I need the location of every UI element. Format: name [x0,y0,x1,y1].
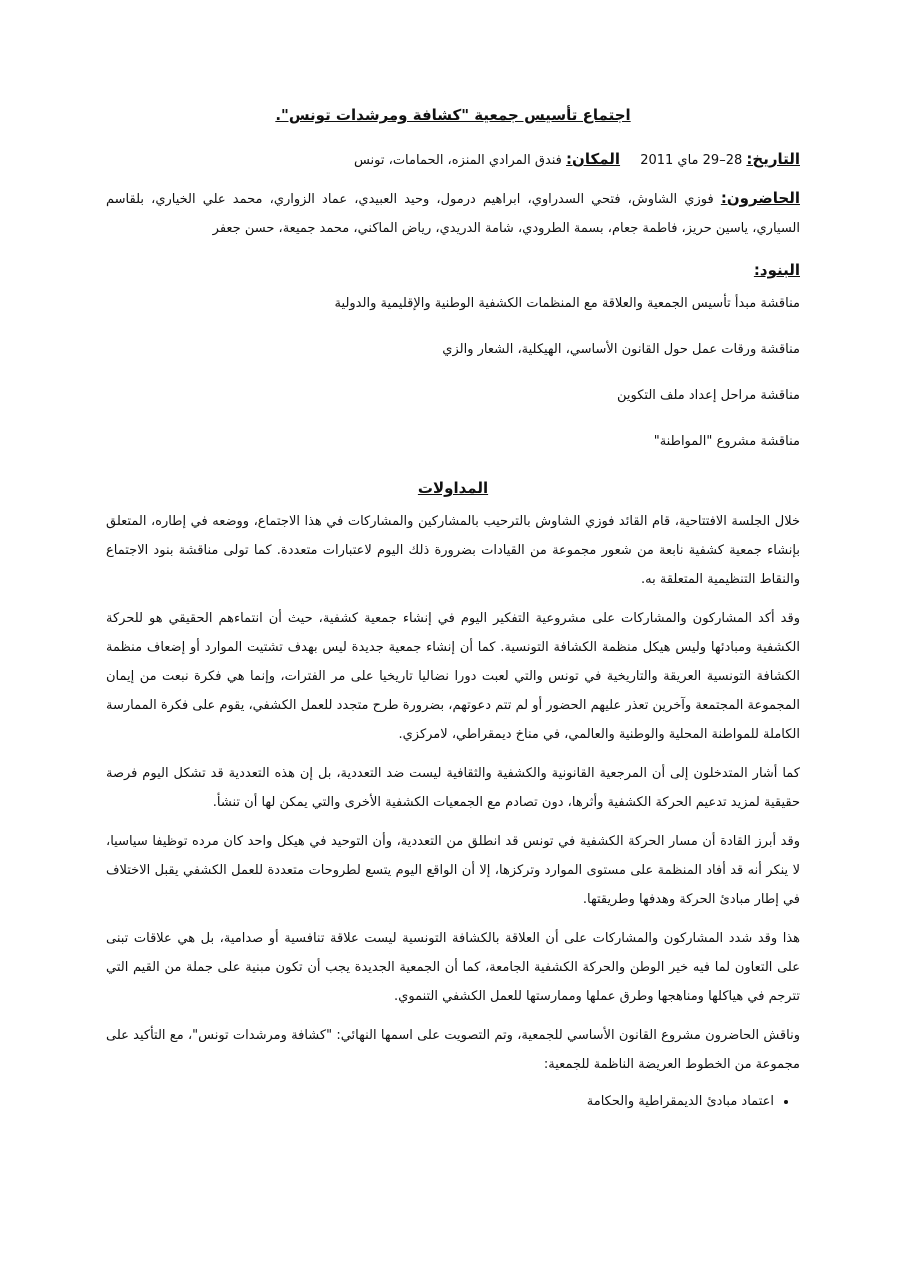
attendees-label: الحاضرون: [720,189,800,207]
place-value: فندق المرادي المنزه، الحمامات، تونس [353,153,562,168]
attendees-paragraph [106,184,800,243]
date-label: التاريخ: [746,150,800,168]
date-place-line [106,146,800,174]
agenda-item: مناقشة مشروع "المواطنة" [653,434,800,449]
principles-list [106,1089,800,1115]
principle-item: • اعتماد مبادئ الديمقراطية والحكامة [106,1089,774,1115]
document-title: اجتماع تأسيس جمعية "كشافة ومرشدات تونس". [275,106,631,124]
agenda-item: مناقشة مبدأ تأسيس الجمعية والعلاقة مع المنظمات الكشفية الوطنية والإقليمية والدولية [334,296,800,311]
deliberation-paragraph: وقد أكد المشاركون والمشاركات على مشروعية التفكير اليوم في إنشاء جمعية كشفية، حيث أن انتماءهم الحقيقي هو للحركة الكشفية ومبادئها وليس هيكل منظمة الكشافة التونسية. كما أن إنشاء جمعية جديدة ليس بهدف تشتيت الموارد أو إضعاف منظمة الكشافة التونسية العريقة والتاريخية في تونس والتي لعبت دورا نضاليا تاريخيا على مر الفترات، وإنما هي فكرة نبعت من إيمان المجموعة المجتمعة وآخرين تعذر عليهم الحضور أو لم تتم دعوتهم، بضرورة طرح متجدد للعمل الكشفي، يقوم على فكرة الممارسة الكاملة للمواطنة المحلية والوطنية والعالمي، في مناخ ديمقراطي، لامركزي. [106,611,800,742]
date-value: 28–29 ماي 2011 [640,153,743,168]
place-label: المكان: [566,150,621,168]
agenda-heading: البنود: [753,261,800,279]
deliberation-paragraph: كما أشار المتدخلون إلى أن المرجعية القانونية والكشفية والثقافية ليست ضد التعددية، بل إن هذه التعددية قد تشكل اليوم فرصة حقيقية لمزيد تدعيم الحركة الكشفية وأثرها، دون تصادم مع الجمعيات الكشفية الأخرى والتي يمكن لها أن تنشأ. [106,766,800,810]
agenda-list [106,291,800,455]
deliberations-heading: المداولات [417,479,489,497]
agenda-item: مناقشة مراحل إعداد ملف التكوين [616,388,800,403]
deliberation-paragraph: وناقش الحاضرون مشروع القانون الأساسي للجمعية، وتم التصويت على اسمها النهائي: "كشافة ومرشدات تونس"، مع التأكيد على مجموعة من الخطوط العريضة الناظمة للجمعية: [106,1028,800,1072]
deliberation-paragraph: وقد أبرز القادة أن مسار الحركة الكشفية في تونس قد انطلق من التعددية، وأن التوحيد في هيكل واحد كان مرده توظيفا سياسيا، لا ينكر أنه قد أفاد المنظمة على مستوى الموارد وتركزها، إلا أن الواقع اليوم يتسع لطروحات متعددة للعمل الكشفي يقبل الاختلاف في إطار مبادئ الحركة وهدفها وطريقتها. [106,834,800,907]
deliberation-paragraph: خلال الجلسة الافتتاحية، قام القائد فوزي الشاوش بالترحيب بالمشاركين والمشاركات في هذا الاجتماع، ووضعه في إطاره، المتعلق بإنشاء جمعية كشفية نابعة من شعور مجموعة من القيادات بضرورة ذلك اليوم لاعتبارات متعددة. كما تولى مناقشة بنود الاجتماع والنقاط التنظيمية المتعلقة به. [106,514,800,587]
agenda-item: مناقشة ورقات عمل حول القانون الأساسي، الهيكلية، الشعار والزي [442,342,800,357]
deliberation-paragraph: هذا وقد شدد المشاركون والمشاركات على أن العلاقة بالكشافة التونسية ليست علاقة تنافسية أو صدامية، بل هي علاقات تبنى على التعاون لما فيه خير الوطن والحركة الكشفية الجامعة، كما أن الجمعية الجديدة يجب أن تكون مبنية على جملة من القيم التي تترجم في هياكلها ومناهجها وطرق عملها وممارستها للعمل الكشفي التنموي. [106,931,800,1004]
attendees-list: فوزي الشاوش، فتحي السدراوي، ابراهيم درمول، وحيد العبيدي، عماد الزواري، محمد علي الخياري، بلقاسم السياري، ياسين حريز، فاطمة جعام، بسمة الطرودي، شامة الدريدي، رياض الماكني، محمد جميعة، حسن جعفر [106,192,800,236]
